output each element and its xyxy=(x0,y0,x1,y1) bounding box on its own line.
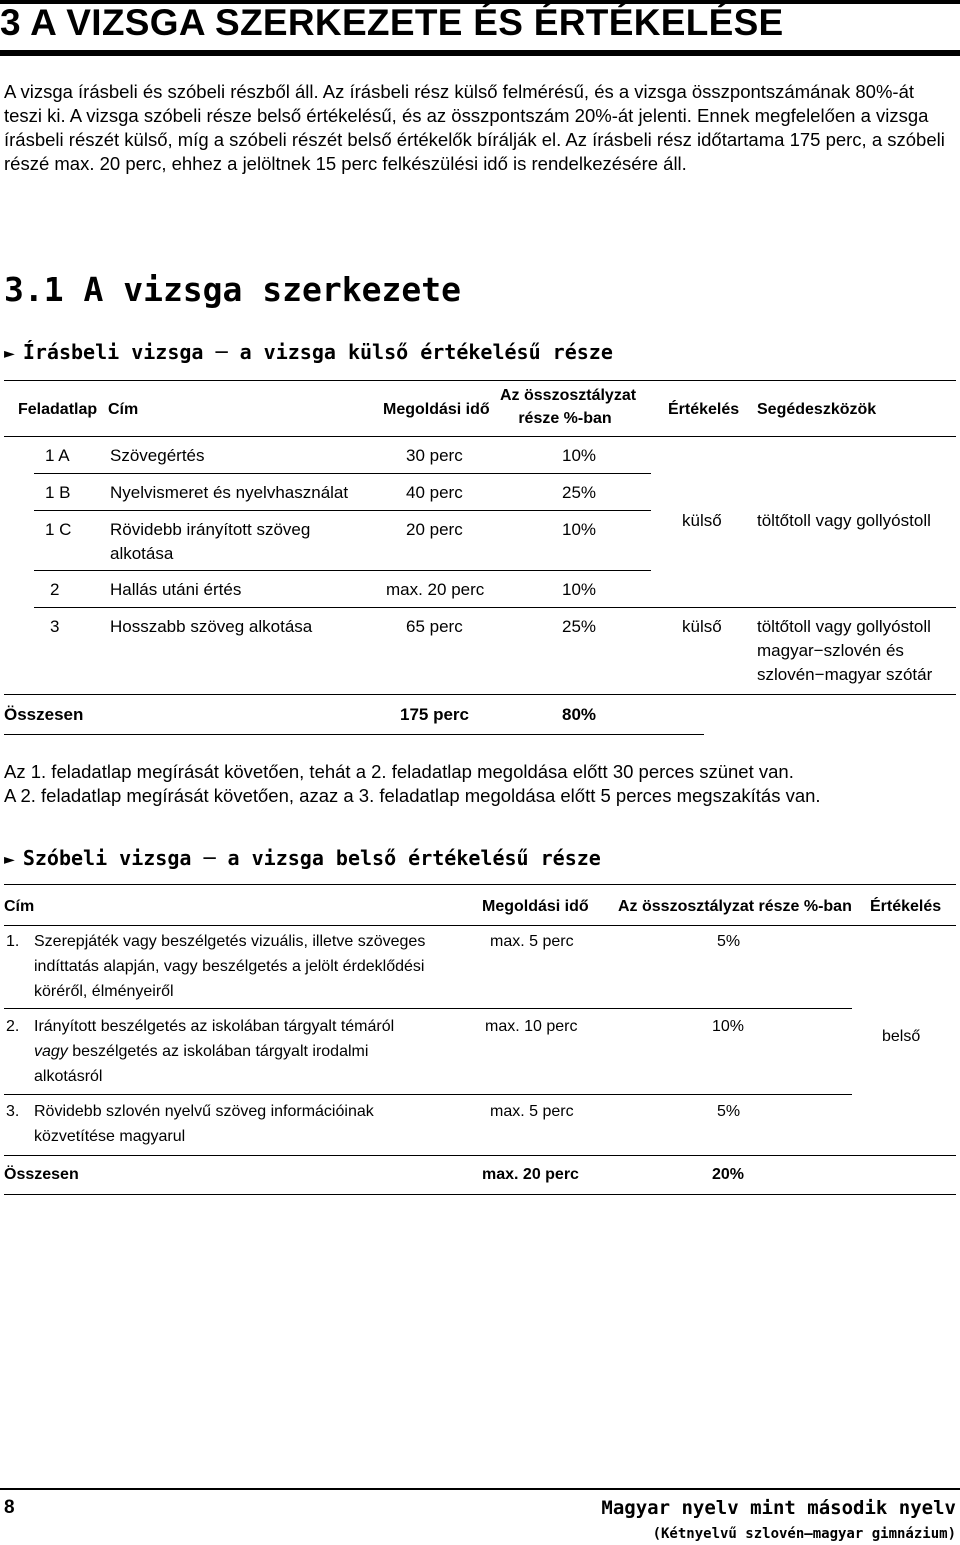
note-1: Az 1. feladatlap megírását követően, tehát a 2. feladatlap megoldása előtt 30 perces szünet van. xyxy=(4,761,794,782)
triangle-icon: ► xyxy=(4,849,15,870)
row-time: 20 perc xyxy=(406,520,463,539)
row-time: max. 20 perc xyxy=(386,580,485,599)
oral-heading-text: Szóbeli vizsga ─ a vizsga belső értékelésű része xyxy=(22,846,601,870)
footer-subtitle: (Kétnyelvű szlovén–magyar gimnázium) xyxy=(652,1526,956,1542)
page-number: 8 xyxy=(4,1497,15,1518)
row-pct: 25% xyxy=(562,617,597,636)
col-ido: Megoldási idő xyxy=(383,401,490,418)
row-line: Irányított beszélgetés az iskolában tárgyalt témáról xyxy=(34,1018,395,1035)
intro-paragraph: A vizsga írásbeli és szóbeli részből áll. Az írásbeli rész külső felmérésű, és a vizsga összpontszámának 80%-át teszi ki. A vizsga szóbeli része belső értékelésű, és az összpontszám 20%-át jelenti. Ennek megfelelően a vizsga írásbeli részét külső, míg a szóbeli részét belső értékelők bírálják el. Az írásbeli rész időtartama 175 perc, a szóbeli részé max. 20 perc, ehhez a jelöltnek 15 perc felkészülési idő is rendelkezésére áll. xyxy=(4,81,945,174)
row-time: max. 5 perc xyxy=(490,933,574,950)
row-num: 2. xyxy=(6,1018,20,1035)
col-cim: Cím xyxy=(4,898,35,915)
col-cim: Cím xyxy=(108,401,139,418)
row-id: 2 xyxy=(50,580,60,599)
row-rule xyxy=(4,1094,852,1095)
chapter-heading: 3 A VIZSGA SZERKEZETE ÉS ÉRTÉKELÉSE xyxy=(0,2,784,43)
row3-eval: külső xyxy=(682,617,722,636)
row-line: Szerepjáték vagy beszélgetés vizuális, illetve szöveges xyxy=(34,933,426,950)
row-pct: 25% xyxy=(562,483,597,502)
col-arany: Az összosztályzat része %-ban xyxy=(618,898,852,915)
row-title: Rövidebb irányított szöveg xyxy=(110,520,311,539)
total-time: 175 perc xyxy=(400,705,469,724)
col-arany-2: része %-ban xyxy=(518,410,612,427)
row3-tools: töltőtoll vagy gollyóstoll xyxy=(757,617,931,636)
group-eval: külső xyxy=(682,511,722,530)
col-arany-1: Az összosztályzat xyxy=(500,387,637,404)
break-notes xyxy=(4,760,954,808)
note-2: A 2. feladatlap megírását követően, azaz a 3. feladatlap megoldása előtt 5 perces megszakítás van. xyxy=(4,785,821,806)
row3-tools: magyar−szlovén és xyxy=(757,641,904,660)
heading-rule xyxy=(0,50,960,56)
total-pct: 20% xyxy=(712,1166,745,1183)
footer-title: Magyar nyelv mint második nyelv xyxy=(601,1497,956,1519)
row-time: max. 5 perc xyxy=(490,1103,574,1120)
row-line-rest: beszélgetés az iskolában tárgyalt irodalmi xyxy=(67,1043,369,1060)
row-pct: 5% xyxy=(717,933,741,950)
row-rule xyxy=(34,570,651,571)
row-time: max. 10 perc xyxy=(485,1018,578,1035)
table-rule xyxy=(4,734,704,735)
row-pct: 10% xyxy=(562,520,597,539)
row-time: 30 perc xyxy=(406,446,463,465)
row-num: 3. xyxy=(6,1103,20,1120)
col-ertekeles: Értékelés xyxy=(870,898,942,915)
row-rule xyxy=(4,694,956,695)
row-time: 40 perc xyxy=(406,483,463,502)
row-line: Rövidebb szlovén nyelvű szöveg információinak xyxy=(34,1103,374,1120)
row-rule xyxy=(34,510,651,511)
table-rule xyxy=(4,884,956,885)
row-id: 1 A xyxy=(45,446,70,465)
row-rule xyxy=(34,607,956,608)
group-tools: töltőtoll vagy gollyóstoll xyxy=(757,511,931,530)
row-title: Hallás utáni értés xyxy=(110,580,242,599)
row-rule xyxy=(4,1008,852,1009)
col-feladatlap: Feladatlap xyxy=(18,401,98,418)
row-line: köréről, élményeiről xyxy=(34,983,174,1000)
row-line: indíttatás alapján, vagy beszélgetés a jelölt érdeklődési xyxy=(34,958,425,975)
row-id: 1 B xyxy=(45,483,71,502)
written-heading-text: Írásbeli vizsga ─ a vizsga külső értékelésű része xyxy=(22,340,613,364)
table-rule xyxy=(4,1194,956,1195)
col-ertekeles: Értékelés xyxy=(668,401,740,418)
row-id: 3 xyxy=(50,617,60,636)
row3-tools: szlovén−magyar szótár xyxy=(757,665,933,684)
table-rule xyxy=(4,436,956,437)
row-time: 65 perc xyxy=(406,617,463,636)
col-ido: Megoldási idő xyxy=(482,898,589,915)
col-eszkoz: Segédeszközök xyxy=(757,401,877,418)
oral-eval: belső xyxy=(882,1028,921,1045)
total-label: Összesen xyxy=(4,1166,79,1183)
row-line: alkotásról xyxy=(34,1068,103,1085)
row-line: közvetítése magyarul xyxy=(34,1128,186,1145)
total-time: max. 20 perc xyxy=(482,1166,579,1183)
footer-rule xyxy=(0,1488,960,1490)
row-pct: 10% xyxy=(562,446,597,465)
total-label: Összesen xyxy=(4,705,84,724)
triangle-icon: ► xyxy=(4,343,15,364)
row-num: 1. xyxy=(6,933,20,950)
table-rule xyxy=(4,925,956,926)
table-rule xyxy=(4,380,956,381)
row-title: Nyelvismeret és nyelvhasználat xyxy=(110,483,349,502)
row-pct: 10% xyxy=(562,580,597,599)
row-pct: 5% xyxy=(717,1103,741,1120)
oral-heading xyxy=(4,846,601,870)
row-line-italic: vagy xyxy=(34,1043,68,1060)
row-title: Szövegértés xyxy=(110,446,205,465)
total-pct: 80% xyxy=(562,705,597,724)
row-id: 1 C xyxy=(45,520,72,539)
table-rule xyxy=(4,1155,956,1156)
row-title-cont: alkotása xyxy=(110,544,174,563)
section-heading: 3.1 A vizsga szerkezete xyxy=(4,270,461,309)
written-heading xyxy=(4,340,613,364)
row-line xyxy=(34,1040,368,1064)
row-title: Hosszabb szöveg alkotása xyxy=(110,617,313,636)
row-pct: 10% xyxy=(712,1018,745,1035)
row-rule xyxy=(34,473,651,474)
